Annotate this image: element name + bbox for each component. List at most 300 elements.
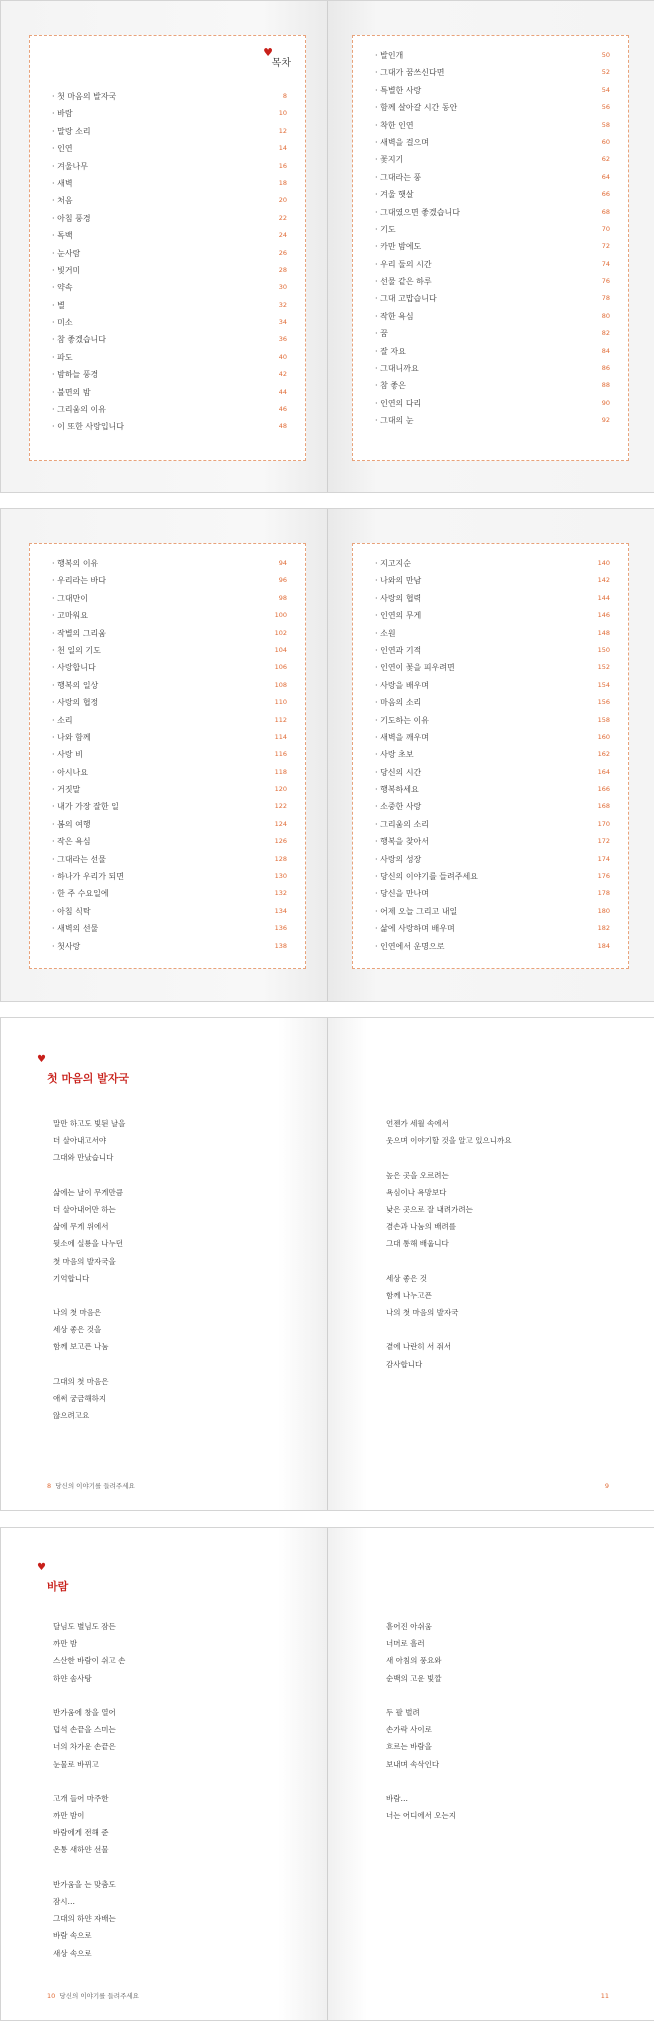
poem-line: 덥석 손끝을 스미는 — [53, 1725, 116, 1735]
toc-entry[interactable] — [52, 227, 287, 244]
toc-entry[interactable] — [375, 204, 610, 221]
toc-entry[interactable] — [52, 331, 287, 348]
poem-page-left — [1, 1528, 328, 2020]
toc-list — [375, 555, 610, 955]
toc-entry-title: · 마음의 소리 — [375, 698, 421, 707]
poem-title: 바람 — [47, 1580, 69, 1593]
poem-line: 겸손과 나눔의 배려를 — [386, 1222, 456, 1232]
toc-entry[interactable] — [52, 920, 287, 937]
toc-entry-page: 102 — [274, 628, 287, 637]
toc-entry[interactable] — [375, 395, 610, 412]
poem-line: 보내며 속삭인다 — [386, 1759, 440, 1769]
toc-entry-title: · 새벽을 걸으며 — [375, 138, 429, 147]
toc-entry-page: 40 — [278, 352, 287, 361]
stanza-break — [386, 1149, 511, 1166]
poem-line: 달님도 별님도 잠든 — [53, 1622, 116, 1631]
toc-entry-title: · 아침 풍경 — [52, 214, 91, 223]
poem-line: 함께 나누고픈 — [386, 1290, 432, 1300]
toc-entry-title: · 행복하세요 — [375, 785, 419, 794]
poem-page-left — [1, 1018, 328, 1510]
toc-entry[interactable] — [52, 158, 287, 175]
toc-entry[interactable] — [375, 117, 610, 134]
toc-entry-title: · 사랑 초보 — [375, 750, 414, 759]
toc-entry-page: 118 — [274, 767, 287, 776]
toc-entry-title: · 천 일의 기도 — [52, 646, 101, 655]
toc-entry-title: · 새벽 — [52, 179, 73, 188]
toc-entry-title: · 소중한 사랑 — [375, 802, 421, 811]
toc-entry[interactable] — [375, 151, 610, 168]
poem-line: 않으려고요 — [53, 1411, 90, 1421]
toc-entry[interactable] — [375, 938, 610, 955]
toc-entry[interactable] — [375, 64, 610, 81]
toc-entry-page: 88 — [601, 381, 610, 390]
poem-line: 순백의 고운 빛깔 — [386, 1673, 442, 1683]
poem-line: 그대 통해 배웁니다 — [386, 1239, 449, 1249]
toc-entry[interactable] — [52, 659, 287, 676]
toc-entry-page: 76 — [601, 277, 610, 286]
poem-line: 감사합니다 — [386, 1359, 423, 1369]
toc-entry-page: 136 — [274, 924, 287, 933]
toc-entry-title: · 겨울 햇살 — [375, 190, 414, 199]
toc-entry[interactable] — [52, 366, 287, 383]
toc-box — [29, 35, 306, 461]
poem-body-left — [53, 1115, 125, 1424]
toc-entry-title: · 겨울나무 — [52, 162, 88, 171]
toc-entry-title: · 당신의 시간 — [375, 768, 421, 777]
poem-body-right — [386, 1618, 456, 1824]
toc-entry[interactable] — [375, 607, 610, 624]
toc-entry[interactable] — [375, 134, 610, 151]
toc-entry[interactable] — [52, 555, 287, 572]
toc-list — [375, 47, 610, 430]
poem-spread-1 — [0, 1017, 654, 1511]
toc-entry-title: · 우리라는 바다 — [52, 576, 106, 585]
stanza-break — [386, 1773, 456, 1790]
toc-entry-page: 58 — [601, 120, 610, 129]
toc-entry[interactable] — [375, 833, 610, 850]
toc-entry[interactable] — [52, 833, 287, 850]
toc-entry[interactable] — [375, 851, 610, 868]
toc-entry-page: 32 — [278, 300, 287, 309]
toc-entry-title: · 당신을 만나며 — [375, 889, 429, 898]
toc-entry[interactable] — [52, 210, 287, 227]
toc-entry-title: · 잘 자요 — [375, 347, 406, 356]
poem-line: 함께 보고픈 나눔 — [53, 1342, 109, 1352]
poem-line: 온통 새하얀 선물 — [53, 1845, 109, 1855]
poem-line: 삶에 무게 위에서 — [53, 1222, 109, 1232]
toc-entry-page: 142 — [597, 576, 610, 585]
toc-entry[interactable] — [375, 868, 610, 885]
toc-entry[interactable] — [52, 140, 287, 157]
toc-entry-page: 30 — [278, 283, 287, 292]
toc-entry-page: 182 — [597, 924, 610, 933]
poem-line: 삶에는 날이 무게만큼 — [53, 1187, 123, 1197]
page-number: 11 — [600, 1992, 609, 2000]
toc-entry-title: · 나와의 만남 — [375, 576, 421, 585]
toc-entry-title: · 눈사람 — [52, 249, 80, 258]
toc-entry[interactable] — [375, 47, 610, 64]
toc-entry-title: · 하나가 우리가 되면 — [52, 872, 124, 881]
toc-entry-page: 16 — [278, 161, 287, 170]
toc-entry[interactable] — [375, 798, 610, 815]
stanza-break — [53, 1356, 125, 1373]
toc-entry[interactable] — [52, 903, 287, 920]
toc-entry[interactable] — [52, 694, 287, 711]
toc-entry-title: · 사랑의 성장 — [375, 855, 421, 864]
toc-entry-page: 92 — [601, 416, 610, 425]
toc-entry[interactable] — [375, 325, 610, 342]
toc-entry[interactable] — [375, 590, 610, 607]
toc-entry[interactable] — [375, 642, 610, 659]
toc-entry-title: · 고마워요 — [52, 611, 88, 620]
toc-entry-title: · 인연과 기적 — [375, 646, 421, 655]
toc-entry[interactable] — [375, 290, 610, 307]
toc-entry[interactable] — [375, 903, 610, 920]
poem-line: 낮은 곳으로 잘 내려가려는 — [386, 1204, 473, 1214]
toc-entry-page: 56 — [601, 103, 610, 112]
toc-entry-page: 178 — [597, 889, 610, 898]
toc-entry-title: · 사랑의 협정 — [52, 698, 98, 707]
toc-entry-title: · 작별의 그리움 — [52, 629, 106, 638]
poem-line: 까만 밤 — [53, 1639, 78, 1649]
poem-title: 첫 마음의 발자국 — [47, 1072, 130, 1085]
toc-entry[interactable] — [52, 764, 287, 781]
toc-entry-page: 128 — [274, 854, 287, 863]
toc-entry[interactable] — [52, 607, 287, 624]
toc-entry-title: · 행복의 일상 — [52, 681, 98, 690]
toc-entry-page: 104 — [274, 645, 287, 654]
toc-entry[interactable] — [52, 418, 287, 435]
toc-entry-page: 184 — [597, 941, 610, 950]
toc-entry[interactable] — [52, 349, 287, 366]
toc-entry[interactable] — [52, 938, 287, 955]
toc-entry-page: 152 — [597, 663, 610, 672]
toc-entry-title: · 그대가 꿈쓰신다면 — [375, 68, 444, 77]
toc-entry[interactable] — [52, 816, 287, 833]
toc-entry[interactable] — [375, 694, 610, 711]
page-footer — [605, 1482, 609, 1490]
toc-entry[interactable] — [52, 746, 287, 763]
toc-entry-title: · 특별한 사랑 — [375, 86, 421, 95]
toc-entry-page: 20 — [278, 196, 287, 205]
toc-entry[interactable] — [52, 175, 287, 192]
page-number: 10 — [47, 1992, 56, 2000]
toc-entry-page: 140 — [597, 559, 610, 567]
toc-entry-title: · 당신의 이야기를 들려주세요 — [375, 872, 478, 881]
toc-entry[interactable] — [52, 625, 287, 642]
poem-line: 손가락 사이로 — [386, 1725, 432, 1735]
toc-entry[interactable] — [375, 412, 610, 429]
toc-entry[interactable] — [375, 746, 610, 763]
book-title: 당신의 이야기를 들려주세요 — [55, 1482, 135, 1490]
toc-entry[interactable] — [52, 245, 287, 262]
toc-entry-title: · 거짓말 — [52, 785, 80, 794]
toc-entry[interactable] — [52, 123, 287, 140]
toc-entry-page: 112 — [274, 715, 287, 724]
toc-entry[interactable] — [52, 384, 287, 401]
toc-entry-page: 138 — [274, 941, 287, 950]
poem-line: 바람에게 전해 준 — [53, 1828, 109, 1838]
poem-line: 첫 마음의 발자국을 — [53, 1256, 116, 1266]
toc-entry-title: · 참 좋겠습니다 — [52, 335, 106, 344]
toc-entry[interactable] — [52, 192, 287, 209]
toc-entry[interactable] — [52, 885, 287, 902]
toc-entry-title: · 선물 같은 하루 — [375, 277, 432, 286]
page-number: 8 — [47, 1482, 52, 1490]
toc-entry[interactable] — [375, 572, 610, 589]
poem-line: 하얀 솜사탕 — [53, 1673, 92, 1683]
toc-entry-page: 150 — [597, 645, 610, 654]
toc-entry[interactable] — [52, 401, 287, 418]
toc-entry-page: 64 — [601, 172, 610, 181]
toc-entry-title: · 기도하는 이유 — [375, 716, 429, 725]
toc-entry-page: 108 — [274, 680, 287, 689]
toc-page-right — [328, 1, 654, 492]
toc-entry-title: · 아침 식탁 — [52, 907, 91, 916]
page-footer — [47, 1481, 135, 1490]
toc-entry[interactable] — [52, 314, 287, 331]
poem-body-left — [53, 1618, 125, 1962]
toc-entry-title: · 지고지순 — [375, 559, 411, 568]
poem-line: 그대와 만났습니다 — [53, 1153, 114, 1163]
stanza-break — [386, 1687, 456, 1704]
toc-entry[interactable] — [375, 625, 610, 642]
toc-entry[interactable] — [52, 279, 287, 296]
stanza-break — [53, 1287, 125, 1304]
toc-entry[interactable] — [375, 169, 610, 186]
toc-entry[interactable] — [375, 360, 610, 377]
toc-entry-page: 14 — [278, 144, 287, 153]
toc-entry-page: 160 — [597, 732, 610, 741]
toc-entry-page: 62 — [601, 155, 610, 164]
toc-entry[interactable] — [52, 677, 287, 694]
toc-entry[interactable] — [375, 256, 610, 273]
toc-entry[interactable] — [52, 297, 287, 314]
toc-entry-page: 52 — [601, 68, 610, 77]
toc-entry[interactable] — [375, 555, 610, 572]
toc-entry-title: · 밤하늘 풍경 — [52, 370, 98, 379]
toc-entry-page: 116 — [274, 750, 287, 759]
toc-entry-title: · 이 또한 사랑입니다 — [52, 422, 124, 431]
toc-entry-title: · 소원 — [375, 629, 396, 638]
toc-entry[interactable] — [52, 781, 287, 798]
poem-line: 욕심이나 욕망보다 — [386, 1187, 447, 1197]
heart-icon: ♥ — [263, 46, 273, 59]
heart-icon: ♥ — [37, 1562, 46, 1573]
toc-entry-title: · 카만 밤에도 — [375, 242, 421, 251]
toc-entry-page: 74 — [601, 259, 610, 268]
toc-entry-title: · 새벽을 깨우며 — [375, 733, 429, 742]
toc-entry[interactable] — [375, 82, 610, 99]
poem-line: 곁에 나란히 서 줘서 — [386, 1342, 452, 1352]
toc-page-right — [328, 509, 654, 1001]
toc-entry-page: 110 — [274, 698, 287, 707]
toc-entry-title: · 인연의 다리 — [375, 399, 421, 408]
heart-icon: ♥ — [37, 1054, 46, 1065]
toc-entry-page: 36 — [278, 335, 287, 344]
toc-entry[interactable] — [52, 712, 287, 729]
toc-entry-page: 148 — [597, 628, 610, 637]
poem-line: 바람 속으로 — [53, 1931, 92, 1941]
toc-entry-page: 44 — [278, 387, 287, 396]
toc-entry-title: · 인연의 무게 — [375, 611, 421, 620]
toc-entry-page: 10 — [278, 109, 287, 118]
poem-page-right — [328, 1018, 654, 1510]
toc-entry[interactable] — [52, 868, 287, 885]
toc-entry-page: 94 — [278, 559, 287, 567]
toc-list — [52, 555, 287, 955]
stanza-break — [53, 1687, 125, 1704]
toc-entry[interactable] — [375, 677, 610, 694]
stanza-break — [386, 1253, 511, 1270]
poem-line: 흩어진 아쉬움 — [386, 1622, 432, 1631]
toc-entry-page: 170 — [597, 819, 610, 828]
toc-entry[interactable] — [375, 781, 610, 798]
toc-entry-title: · 빛거미 — [52, 266, 80, 275]
toc-entry-title: · 그대의 눈 — [375, 416, 414, 425]
poem-line: 그대의 하얀 자배는 — [53, 1914, 116, 1924]
poem-line: 두 팔 벌려 — [386, 1707, 420, 1717]
page-footer — [601, 1992, 609, 2000]
toc-title: 목차 — [271, 58, 291, 69]
poem-line: 나의 첫 마음의 발자국 — [386, 1308, 459, 1318]
toc-entry-title: · 작한 욕심 — [375, 312, 414, 321]
toc-entry-title: · 삶에 사랑하며 배우며 — [375, 924, 455, 933]
toc-entry-page: 146 — [597, 611, 610, 620]
toc-entry-title: · 사랑을 배우며 — [375, 681, 429, 690]
toc-entry[interactable] — [52, 798, 287, 815]
toc-entry-title: · 그대라는 풍 — [375, 173, 421, 182]
toc-entry-title: · 발인개 — [375, 51, 403, 60]
toc-entry[interactable] — [52, 729, 287, 746]
poem-line: 기억합니다 — [53, 1273, 90, 1283]
poem-line: 나의 첫 마음은 — [53, 1308, 102, 1318]
toc-entry-page: 130 — [274, 872, 287, 881]
toc-entry-page: 28 — [278, 265, 287, 274]
toc-entry-page: 100 — [274, 611, 287, 620]
toc-entry-page: 48 — [278, 422, 287, 431]
toc-entry[interactable] — [52, 105, 287, 122]
book-title: 당신의 이야기를 들려주세요 — [59, 1992, 139, 2000]
toc-entry-title: · 기도 — [375, 225, 396, 234]
poem-line: 고개 들어 마주한 — [53, 1793, 109, 1803]
toc-entry[interactable] — [52, 262, 287, 279]
toc-entry[interactable] — [375, 764, 610, 781]
toc-entry[interactable] — [375, 920, 610, 937]
toc-entry-title: · 바람 — [52, 109, 73, 118]
toc-page-left — [1, 509, 328, 1001]
toc-entry-title: · 그대 고맙습니다 — [375, 294, 437, 303]
toc-entry-page: 132 — [274, 889, 287, 898]
toc-entry-page: 172 — [597, 837, 610, 846]
toc-entry[interactable] — [375, 729, 610, 746]
toc-entry-page: 78 — [601, 294, 610, 303]
toc-entry-page: 120 — [274, 785, 287, 794]
toc-entry-title: · 착한 인연 — [375, 121, 414, 130]
toc-entry[interactable] — [52, 88, 287, 105]
toc-entry-page: 154 — [597, 680, 610, 689]
toc-entry[interactable] — [52, 590, 287, 607]
toc-entry[interactable] — [375, 186, 610, 203]
poem-line: 바람… — [386, 1793, 408, 1803]
toc-entry-page: 68 — [601, 207, 610, 216]
toc-entry-page: 46 — [278, 405, 287, 414]
toc-entry-title: · 처음 — [52, 196, 73, 205]
toc-entry-page: 96 — [278, 576, 287, 585]
toc-entry[interactable] — [52, 851, 287, 868]
toc-entry-title: · 인연이 꽃을 피우려면 — [375, 663, 455, 672]
poem-page-right — [328, 1528, 654, 2020]
poem-line: 너의 차가운 손끝은 — [53, 1742, 116, 1752]
toc-entry-title: · 나와 함께 — [52, 733, 91, 742]
toc-entry-page: 144 — [597, 593, 610, 602]
toc-box — [352, 35, 629, 461]
toc-entry-title: · 인연 — [52, 144, 73, 153]
toc-entry-title: · 한 주 수요일에 — [52, 889, 109, 898]
poem-line: 언젠가 세월 속에서 — [386, 1119, 449, 1128]
toc-entry[interactable] — [375, 659, 610, 676]
poem-line: 반가움에 창을 열어 — [53, 1707, 116, 1717]
toc-entry-title: · 꽃지기 — [375, 155, 403, 164]
toc-entry-page: 134 — [274, 906, 287, 915]
poem-line: 세상 좋은 것을 — [53, 1325, 102, 1335]
poem-line: 잠시… — [53, 1897, 75, 1906]
poem-line: 애써 궁금해하지 — [53, 1394, 107, 1403]
toc-entry-title: · 사랑합니다 — [52, 663, 96, 672]
toc-entry-title: · 파도 — [52, 353, 73, 362]
toc-entry-title: · 어제 오늘 그리고 내일 — [375, 907, 457, 916]
toc-entry[interactable] — [375, 377, 610, 394]
toc-entry-page: 114 — [274, 732, 287, 741]
toc-entry-title: · 새벽의 선물 — [52, 924, 98, 933]
toc-page-left — [1, 1, 328, 492]
toc-entry[interactable] — [375, 885, 610, 902]
poem-line: 새 아침의 풍요와 — [386, 1656, 442, 1666]
toc-entry[interactable] — [375, 308, 610, 325]
toc-entry[interactable] — [375, 816, 610, 833]
toc-entry-title: · 미소 — [52, 318, 73, 327]
toc-entry[interactable] — [375, 712, 610, 729]
toc-entry[interactable] — [375, 273, 610, 290]
toc-entry-title: · 내가 가장 잘한 일 — [52, 802, 119, 811]
toc-spread-1 — [0, 0, 654, 493]
toc-entry[interactable] — [52, 642, 287, 659]
toc-entry[interactable] — [375, 238, 610, 255]
poem-line: 세상 좋은 것 — [386, 1273, 427, 1283]
toc-entry[interactable] — [52, 572, 287, 589]
toc-entry-page: 86 — [601, 364, 610, 373]
toc-entry-page: 122 — [274, 802, 287, 811]
toc-entry-title: · 함께 살아갈 시간 동안 — [375, 103, 457, 112]
toc-entry-page: 66 — [601, 190, 610, 199]
stanza-break — [53, 1167, 125, 1184]
toc-entry-title: · 독백 — [52, 231, 73, 240]
toc-entry[interactable] — [375, 221, 610, 238]
toc-entry-title: · 별 — [52, 301, 65, 310]
toc-entry[interactable] — [375, 99, 610, 116]
toc-entry-title: · 첫 마음의 발자국 — [52, 92, 116, 101]
toc-entry-page: 162 — [597, 750, 610, 759]
toc-entry[interactable] — [375, 343, 610, 360]
toc-entry-page: 126 — [274, 837, 287, 846]
page-footer — [47, 1991, 139, 2000]
toc-entry-title: · 그대라는 선물 — [52, 855, 106, 864]
toc-entry-title: · 행복의 이유 — [52, 559, 98, 568]
poem-line: 그대의 첫 마음은 — [53, 1376, 109, 1386]
toc-entry-page: 98 — [278, 593, 287, 602]
toc-entry-page: 82 — [601, 329, 610, 338]
toc-entry-title: · 봄의 여행 — [52, 820, 91, 829]
